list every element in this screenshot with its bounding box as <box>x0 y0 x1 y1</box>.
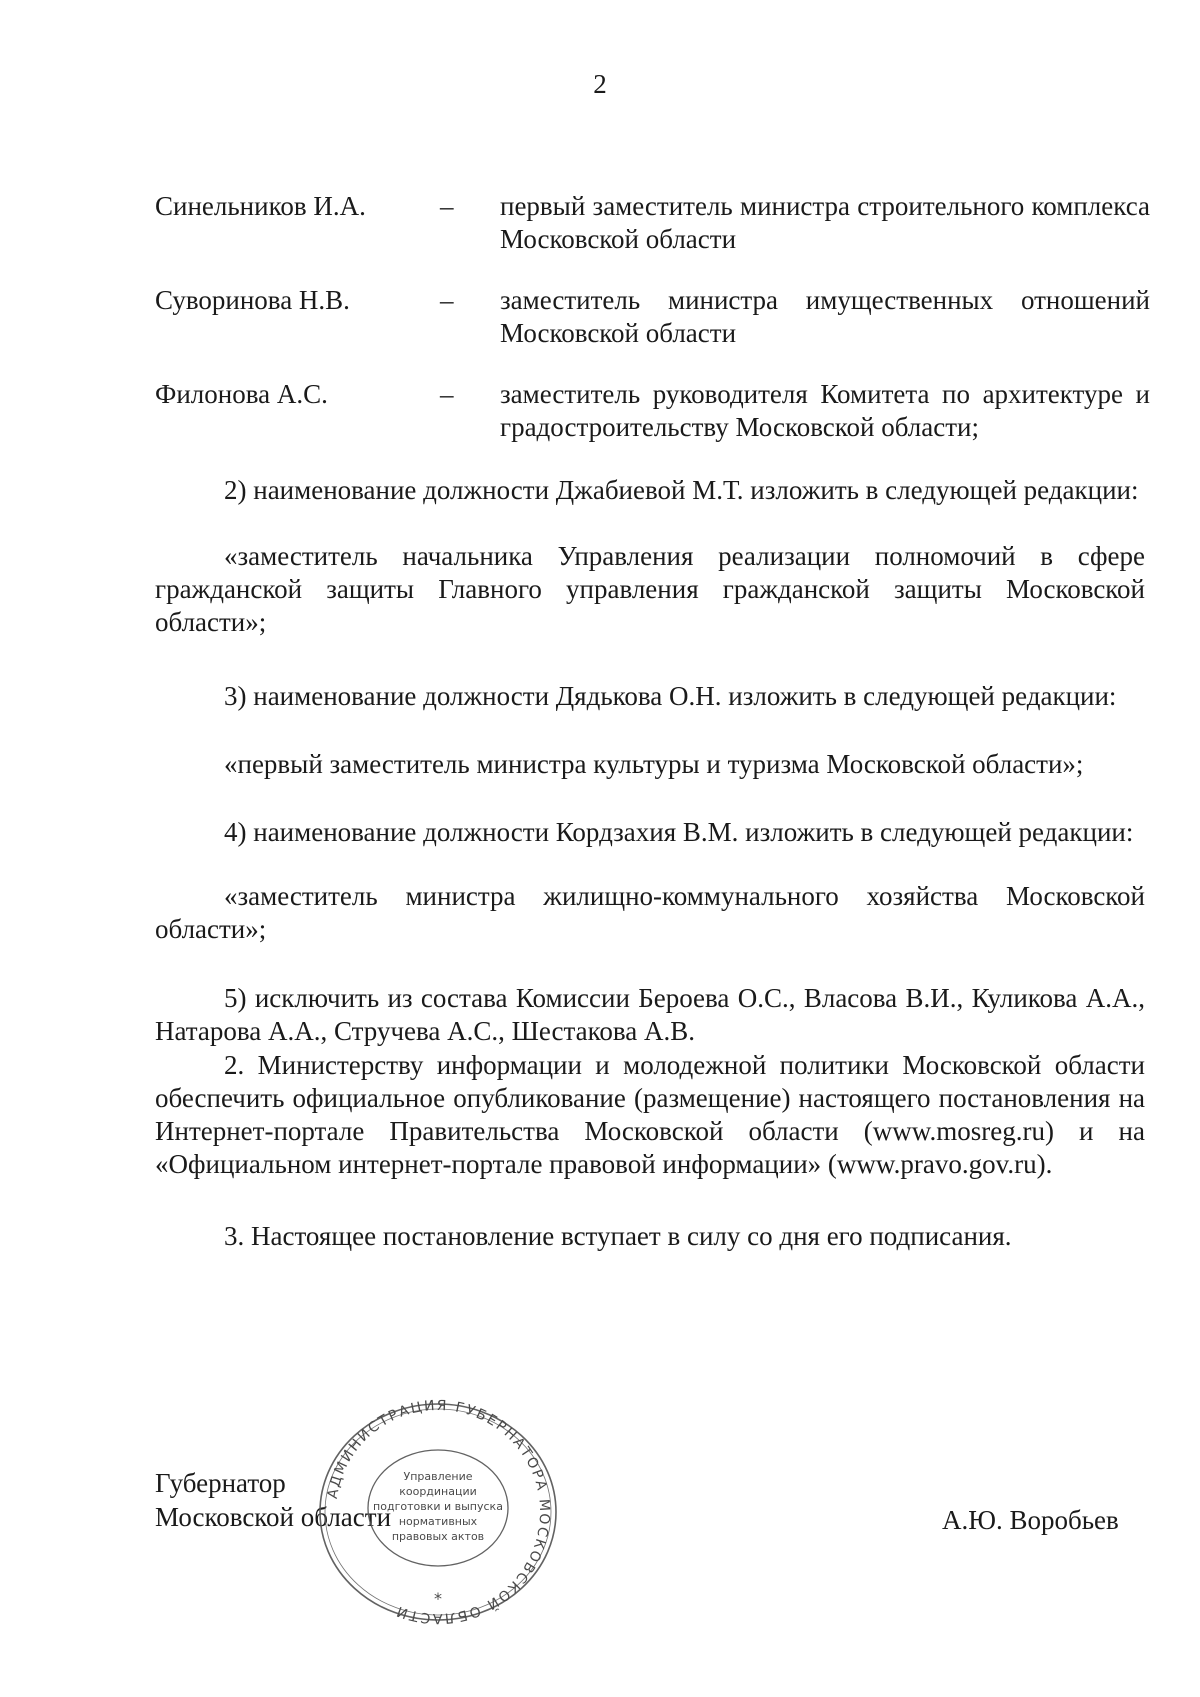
member-role: первый заместитель министра строительного комплекса Московской области <box>500 191 1150 254</box>
signatory-name: А.Ю. Воробьев <box>942 1505 1119 1535</box>
item-3-quote-text: «первый заместитель министра культуры и туризма Московской области»; <box>224 749 1084 779</box>
member-entry <box>155 190 1155 256</box>
item-3-intro-text: 3) наименование должности Дядькова О.Н. изложить в следующей редакции: <box>224 681 1117 711</box>
item-2-quote-text: «заместитель начальника Управления реализации полномочий в сфере гражданской защиты Главного управления гражданской защиты Московской области»; <box>155 541 1145 637</box>
item-3-intro <box>155 680 1145 713</box>
seal-inner-line-1: Управление <box>403 1470 473 1483</box>
item-4-intro-text: 4) наименование должности Кордзахия В.М. изложить в следующей редакции: <box>224 817 1134 847</box>
item-2-intro <box>155 474 1145 507</box>
member-role: заместитель министра имущественных отношений Московской области <box>500 285 1150 348</box>
item-5 <box>155 982 1145 1048</box>
clause-3-text: 3. Настоящее постановление вступает в силу со дня его подписания. <box>224 1221 1012 1251</box>
item-2-intro-text: 2) наименование должности Джабиевой М.Т. изложить в следующей редакции: <box>224 475 1139 505</box>
clause-2 <box>155 1049 1145 1181</box>
seal-star: * <box>434 1589 442 1608</box>
seal-outer-text: АДМИНИСТРАЦИЯ ГУБЕРНАТОРА МОСКОВСКОЙ ОБЛАСТИ <box>324 1398 553 1626</box>
member-dash: – <box>440 285 454 315</box>
item-2-quote <box>155 540 1145 639</box>
member-name: Синельников И.А. <box>155 191 366 221</box>
member-dash: – <box>440 379 454 409</box>
seal-inner-line-4: нормативных <box>398 1515 478 1528</box>
member-entry <box>155 284 1155 350</box>
item-4-quote <box>155 880 1145 946</box>
item-5-text: 5) исключить из состава Комиссии Бероева О.С., Власова В.И., Куликова А.А., Натарова А.А., Стручева А.С., Шестакова А.В. <box>155 983 1145 1046</box>
item-4-intro <box>155 816 1145 849</box>
seal-graphic <box>312 1398 564 1626</box>
official-seal <box>312 1398 564 1626</box>
seal-inner-line-5: правовых актов <box>391 1530 485 1543</box>
signatory-title-line-2: Московской области <box>155 1502 392 1532</box>
member-name: Филонова А.С. <box>155 379 328 409</box>
seal-inner-line-3: подготовки и выпуска <box>373 1500 503 1513</box>
signatory-title-line-1: Губернатор <box>155 1468 286 1498</box>
clause-3 <box>155 1220 1145 1253</box>
member-name: Суворинова Н.В. <box>155 285 350 315</box>
page-number: 2 <box>593 69 607 99</box>
seal-inner-line-2: координации <box>399 1485 477 1498</box>
member-role: заместитель руководителя Комитета по архитектуре и градостроительству Московской области; <box>500 379 1150 442</box>
member-dash: – <box>440 191 454 221</box>
item-3-quote <box>155 748 1145 781</box>
clause-2-text: 2. Министерству информации и молодежной политики Московской области обеспечить официальное опубликование (размещение) настоящего постановления на Интернет-портале Правительства Московской области (www.mosreg.ru) и на «Официальном интернет-портале правовой информации» (www.pravo.gov.ru). <box>155 1050 1145 1179</box>
item-4-quote-text: «заместитель министра жилищно-коммунального хозяйства Московской области»; <box>155 881 1145 944</box>
member-entry <box>155 378 1155 444</box>
